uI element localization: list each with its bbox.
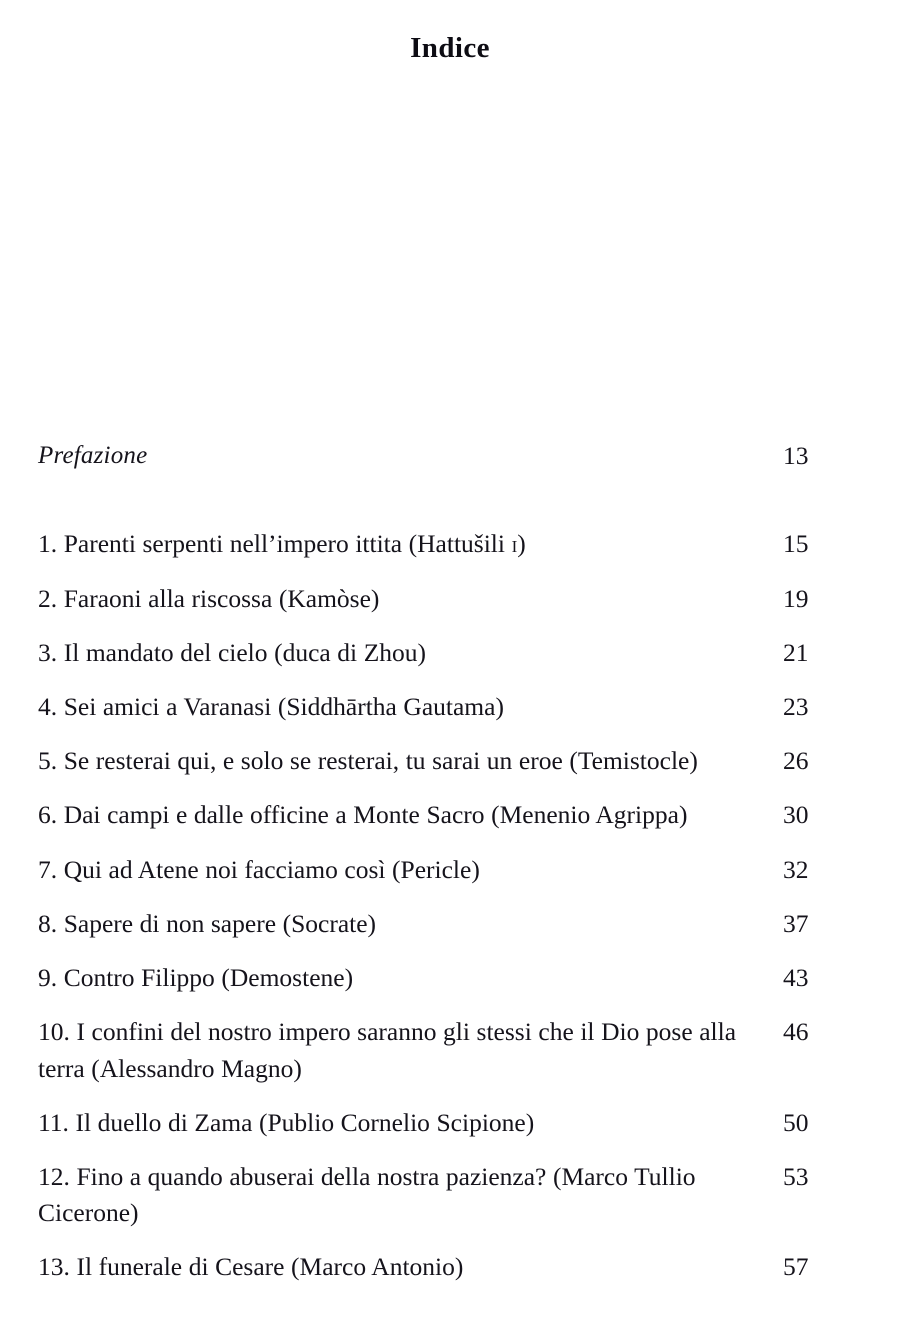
toc-entry-title: 3. Il mandato del cielo (duca di Zhou) (38, 637, 427, 667)
toc-entry-chapter-13[interactable] (38, 1249, 866, 1285)
toc-entry-chapter-6[interactable] (38, 797, 866, 833)
toc-entry-page-number: 21 (783, 637, 809, 667)
toc-entry-title: Prefazione (38, 442, 148, 469)
toc-entry-chapter-8[interactable] (38, 906, 866, 942)
toc-entry-chapter-1[interactable] (38, 526, 866, 563)
toc-entry-title: 5. Se resterai qui, e solo se resterai, tu sarai un eroe (Temistocle) (38, 746, 698, 776)
toc-entry-page-number: 46 (783, 1017, 809, 1047)
toc-entry-title: 13. Il funerale di Cesare (Marco Antonio) (38, 1252, 464, 1282)
toc-entry-page-number: 57 (783, 1252, 809, 1282)
toc-entry-title: 12. Fino a quando abuserai della nostra pazienza? (Marco Tullio Cicerone) (38, 1161, 696, 1228)
toc-entry-chapter-4[interactable] (38, 689, 866, 725)
toc-entry-title: 7. Qui ad Atene noi facciamo così (Pericle) (38, 854, 480, 884)
toc-entry-title: 9. Contro Filippo (Demostene) (38, 963, 354, 993)
toc-entry-page-number: 19 (783, 583, 809, 613)
toc-entry-page-number: 13 (783, 441, 809, 470)
toc-entry-page-number: 53 (783, 1161, 809, 1191)
toc-entry-chapter-3[interactable] (38, 635, 866, 671)
toc-entry-page-number: 32 (783, 854, 809, 884)
toc-entry-title: 1. Parenti serpenti nell’impero ittita (Hattušili i) (38, 529, 526, 558)
toc-entry-title: 4. Sei amici a Varanasi (Siddhārtha Gautama) (38, 692, 504, 722)
toc-entry-chapter-7[interactable] (38, 852, 866, 888)
toc-entry-chapter-2[interactable] (38, 581, 866, 617)
roman-numeral: i (511, 532, 518, 558)
toc-entry-page-number: 50 (783, 1107, 809, 1137)
toc-entry-title: 2. Faraoni alla riscossa (Kamòse) (38, 583, 380, 613)
toc-entry-page-number: 26 (783, 746, 809, 776)
toc-entry-chapter-10[interactable] (38, 1014, 866, 1086)
toc-entry-chapter-12[interactable] (38, 1159, 866, 1231)
toc-entry-page-number: 37 (783, 908, 809, 938)
toc-entry-title: 11. Il duello di Zama (Publio Cornelio Scipione) (38, 1107, 535, 1137)
page-title: Indice (410, 32, 490, 64)
toc-entry-title: 8. Sapere di non sapere (Socrate) (38, 908, 377, 938)
toc-entry-title: 6. Dai campi e dalle officine a Monte Sacro (Menenio Agrippa) (38, 800, 688, 830)
toc-entry-page-number: 43 (783, 963, 809, 993)
toc-entry-chapter-9[interactable] (38, 960, 866, 996)
table-of-contents (38, 438, 866, 1304)
toc-entry-title: 10. I confini del nostro impero saranno gli stessi che il Dio pose alla terra (Alessandro Magno) (38, 1017, 737, 1083)
toc-entry-chapter-11[interactable] (38, 1105, 866, 1141)
toc-entry-page-number: 15 (783, 529, 809, 558)
toc-entry-chapter-5[interactable] (38, 743, 866, 779)
toc-entry-page-number: 23 (783, 692, 809, 722)
toc-entry-page-number: 30 (783, 800, 809, 830)
toc-entry-prefazione[interactable] (38, 438, 866, 474)
